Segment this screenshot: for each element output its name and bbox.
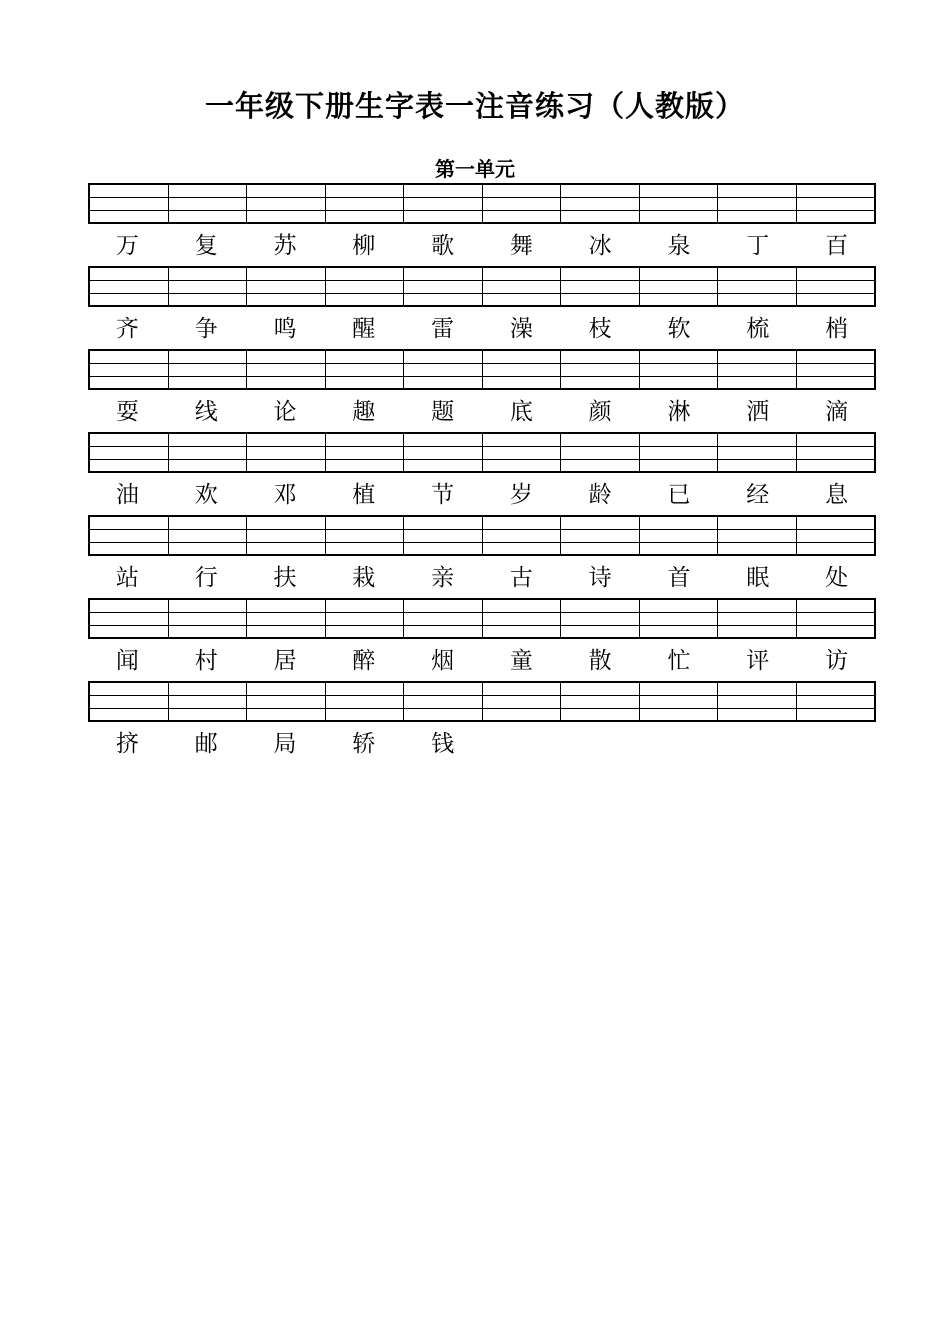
hanzi: 龄 — [588, 482, 612, 508]
hanzi: 澡 — [509, 316, 533, 342]
pinyin-cell[interactable] — [326, 268, 405, 305]
hanzi: 淋 — [667, 399, 691, 425]
pinyin-cell[interactable] — [326, 517, 405, 554]
pinyin-cell[interactable] — [169, 683, 248, 720]
pinyin-cell[interactable] — [404, 434, 483, 471]
pinyin-cell[interactable] — [90, 600, 169, 637]
hanzi: 轿 — [352, 731, 376, 757]
hanzi: 软 — [667, 316, 691, 342]
pinyin-cell[interactable] — [326, 683, 405, 720]
hanzi: 醉 — [352, 648, 376, 674]
pinyin-cell[interactable] — [718, 434, 797, 471]
pinyin-cell[interactable] — [718, 268, 797, 305]
hanzi: 泉 — [667, 233, 691, 259]
pinyin-cell[interactable] — [404, 517, 483, 554]
pinyin-cell[interactable] — [90, 517, 169, 554]
hanzi: 线 — [194, 399, 218, 425]
hanzi — [561, 729, 640, 759]
hanzi: 访 — [825, 648, 849, 674]
pinyin-cell[interactable] — [326, 434, 405, 471]
hanzi: 滴 — [825, 399, 849, 425]
pinyin-cell[interactable] — [797, 517, 875, 554]
pinyin-grid[interactable] — [88, 598, 876, 639]
hanzi: 耍 — [115, 399, 139, 425]
row-block — [88, 349, 876, 432]
hanzi: 评 — [746, 648, 770, 674]
hanzi: 挤 — [115, 731, 139, 757]
hanzi: 油 — [115, 482, 139, 508]
hanzi: 题 — [431, 399, 455, 425]
hanzi: 站 — [115, 565, 139, 591]
hanzi: 居 — [273, 648, 297, 674]
pinyin-cell[interactable] — [640, 351, 719, 388]
hanzi: 柳 — [352, 233, 376, 259]
hanzi: 舞 — [509, 233, 533, 259]
pinyin-cell[interactable] — [797, 185, 875, 222]
hanzi: 行 — [194, 565, 218, 591]
pinyin-cell[interactable] — [90, 351, 169, 388]
pinyin-cell[interactable] — [326, 600, 405, 637]
pinyin-grid[interactable] — [88, 515, 876, 556]
pinyin-cell[interactable] — [797, 683, 875, 720]
pinyin-cell[interactable] — [561, 517, 640, 554]
row-block — [88, 681, 876, 764]
character-row — [88, 397, 876, 427]
hanzi — [640, 729, 719, 759]
pinyin-cell[interactable] — [640, 185, 719, 222]
pinyin-cell[interactable] — [326, 351, 405, 388]
pinyin-cell[interactable] — [247, 351, 326, 388]
pinyin-grid[interactable] — [88, 681, 876, 722]
pinyin-cell[interactable] — [718, 600, 797, 637]
pinyin-cell[interactable] — [640, 517, 719, 554]
hanzi: 论 — [273, 399, 297, 425]
pinyin-cell[interactable] — [90, 683, 169, 720]
character-row — [88, 563, 876, 593]
hanzi: 丁 — [746, 233, 770, 259]
pinyin-cell[interactable] — [404, 351, 483, 388]
pinyin-grid[interactable] — [88, 349, 876, 390]
pinyin-cell[interactable] — [404, 185, 483, 222]
hanzi: 颜 — [588, 399, 612, 425]
pinyin-cell[interactable] — [640, 268, 719, 305]
pinyin-cell[interactable] — [169, 600, 248, 637]
pinyin-cell[interactable] — [169, 517, 248, 554]
hanzi: 扶 — [273, 565, 297, 591]
pinyin-cell[interactable] — [326, 185, 405, 222]
hanzi: 眠 — [746, 565, 770, 591]
unit-title: 第一单元 — [435, 157, 515, 181]
pinyin-cell[interactable] — [640, 434, 719, 471]
hanzi: 争 — [194, 316, 218, 342]
hanzi: 局 — [273, 731, 297, 757]
hanzi: 村 — [194, 648, 218, 674]
pinyin-cell[interactable] — [561, 683, 640, 720]
hanzi: 息 — [825, 482, 849, 508]
pinyin-cell[interactable] — [404, 600, 483, 637]
row-block — [88, 183, 876, 266]
pinyin-cell[interactable] — [483, 434, 562, 471]
pinyin-cell[interactable] — [718, 683, 797, 720]
hanzi: 万 — [115, 233, 139, 259]
character-row — [88, 646, 876, 676]
pinyin-cell[interactable] — [247, 185, 326, 222]
pinyin-cell[interactable] — [247, 268, 326, 305]
pinyin-cell[interactable] — [247, 434, 326, 471]
character-row — [88, 729, 876, 759]
hanzi: 古 — [509, 565, 533, 591]
hanzi: 童 — [509, 648, 533, 674]
pinyin-cell[interactable] — [561, 185, 640, 222]
character-row — [88, 314, 876, 344]
hanzi: 欢 — [194, 482, 218, 508]
hanzi: 歌 — [431, 233, 455, 259]
pinyin-cell[interactable] — [561, 600, 640, 637]
pinyin-cell[interactable] — [483, 600, 562, 637]
hanzi: 岁 — [509, 482, 533, 508]
pinyin-cell[interactable] — [797, 434, 875, 471]
hanzi: 洒 — [746, 399, 770, 425]
pinyin-cell[interactable] — [797, 600, 875, 637]
pinyin-cell[interactable] — [90, 268, 169, 305]
hanzi: 闻 — [115, 648, 139, 674]
pinyin-cell[interactable] — [797, 351, 875, 388]
hanzi: 苏 — [273, 233, 297, 259]
hanzi: 冰 — [588, 233, 612, 259]
hanzi: 枝 — [588, 316, 612, 342]
hanzi: 齐 — [115, 316, 139, 342]
pinyin-cell[interactable] — [561, 434, 640, 471]
worksheet — [88, 183, 876, 764]
hanzi: 首 — [667, 565, 691, 591]
row-block — [88, 515, 876, 598]
hanzi: 醒 — [352, 316, 376, 342]
pinyin-cell[interactable] — [561, 268, 640, 305]
hanzi: 邓 — [273, 482, 297, 508]
row-block — [88, 432, 876, 515]
hanzi: 栽 — [352, 565, 376, 591]
pinyin-cell[interactable] — [247, 683, 326, 720]
hanzi: 鸣 — [273, 316, 297, 342]
pinyin-cell[interactable] — [561, 351, 640, 388]
hanzi: 节 — [431, 482, 455, 508]
pinyin-cell[interactable] — [483, 351, 562, 388]
hanzi — [718, 729, 797, 759]
character-row — [88, 480, 876, 510]
pinyin-cell[interactable] — [169, 351, 248, 388]
hanzi: 趣 — [352, 399, 376, 425]
pinyin-grid[interactable] — [88, 183, 876, 224]
pinyin-cell[interactable] — [483, 517, 562, 554]
pinyin-cell[interactable] — [483, 268, 562, 305]
pinyin-cell[interactable] — [797, 268, 875, 305]
pinyin-cell[interactable] — [90, 185, 169, 222]
pinyin-cell[interactable] — [483, 185, 562, 222]
hanzi: 散 — [588, 648, 612, 674]
pinyin-cell[interactable] — [718, 185, 797, 222]
pinyin-grid[interactable] — [88, 432, 876, 473]
page-title: 一年级下册生字表一注音练习（人教版） — [204, 89, 745, 123]
pinyin-cell[interactable] — [718, 351, 797, 388]
hanzi: 钱 — [431, 731, 455, 757]
hanzi: 梢 — [825, 316, 849, 342]
hanzi: 植 — [352, 482, 376, 508]
character-row — [88, 231, 876, 261]
pinyin-cell[interactable] — [640, 683, 719, 720]
hanzi: 烟 — [431, 648, 455, 674]
pinyin-cell[interactable] — [640, 600, 719, 637]
hanzi: 处 — [825, 565, 849, 591]
hanzi: 梳 — [746, 316, 770, 342]
pinyin-cell[interactable] — [90, 434, 169, 471]
hanzi: 诗 — [588, 565, 612, 591]
row-block — [88, 598, 876, 681]
pinyin-cell[interactable] — [404, 683, 483, 720]
pinyin-cell[interactable] — [718, 517, 797, 554]
hanzi: 复 — [194, 233, 218, 259]
hanzi — [482, 729, 561, 759]
hanzi: 底 — [509, 399, 533, 425]
hanzi: 已 — [667, 482, 691, 508]
hanzi: 邮 — [194, 731, 218, 757]
hanzi — [797, 729, 876, 759]
hanzi: 百 — [825, 233, 849, 259]
pinyin-cell[interactable] — [247, 517, 326, 554]
pinyin-cell[interactable] — [169, 268, 248, 305]
pinyin-cell[interactable] — [404, 268, 483, 305]
hanzi: 忙 — [667, 648, 691, 674]
pinyin-cell[interactable] — [247, 600, 326, 637]
hanzi: 雷 — [431, 316, 455, 342]
pinyin-grid[interactable] — [88, 266, 876, 307]
pinyin-cell[interactable] — [169, 185, 248, 222]
pinyin-cell[interactable] — [169, 434, 248, 471]
hanzi: 经 — [746, 482, 770, 508]
row-block — [88, 266, 876, 349]
pinyin-cell[interactable] — [483, 683, 562, 720]
hanzi: 亲 — [431, 565, 455, 591]
